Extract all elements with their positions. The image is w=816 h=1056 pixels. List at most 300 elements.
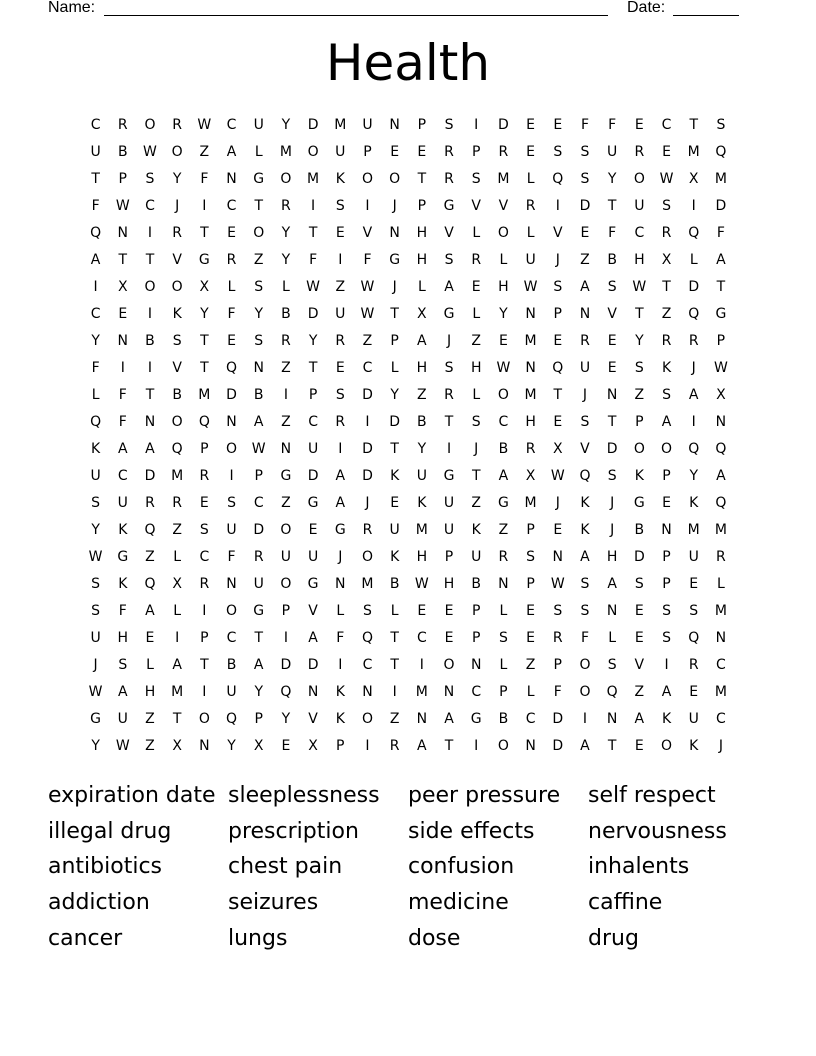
- grid-letter[interactable]: Y: [172, 171, 182, 187]
- grid-letter[interactable]: P: [281, 603, 291, 619]
- grid-letter[interactable]: V: [634, 657, 645, 673]
- grid-letter[interactable]: W: [197, 117, 212, 133]
- grid-letter[interactable]: Q: [144, 576, 156, 592]
- grid-letter[interactable]: A: [661, 414, 672, 430]
- grid-letter[interactable]: H: [117, 630, 129, 646]
- grid-letter[interactable]: E: [553, 333, 563, 349]
- grid-letter[interactable]: Z: [281, 360, 291, 376]
- grid-letter[interactable]: S: [172, 333, 182, 349]
- grid-letter[interactable]: E: [145, 630, 155, 646]
- grid-letter[interactable]: T: [172, 711, 182, 727]
- grid-letter[interactable]: R: [661, 333, 672, 349]
- grid-letter[interactable]: A: [335, 495, 346, 511]
- grid-letter[interactable]: R: [444, 171, 454, 187]
- grid-letter[interactable]: M: [171, 684, 184, 700]
- grid-letter[interactable]: E: [199, 495, 209, 511]
- grid-letter[interactable]: N: [525, 306, 536, 322]
- grid-letter[interactable]: W: [88, 549, 103, 565]
- grid-letter[interactable]: T: [308, 225, 318, 241]
- grid-letter[interactable]: S: [662, 630, 671, 646]
- grid-letter[interactable]: U: [335, 306, 346, 322]
- grid-letter[interactable]: C: [117, 468, 128, 484]
- grid-letter[interactable]: F: [200, 171, 209, 187]
- grid-letter[interactable]: Y: [390, 387, 399, 403]
- grid-letter[interactable]: Z: [580, 252, 590, 268]
- grid-letter[interactable]: G: [90, 711, 102, 727]
- grid-letter[interactable]: B: [498, 441, 509, 457]
- grid-letter[interactable]: R: [199, 576, 210, 592]
- grid-letter[interactable]: N: [389, 117, 400, 133]
- grid-letter[interactable]: M: [415, 684, 428, 700]
- grid-letter[interactable]: S: [335, 198, 345, 214]
- grid-letter[interactable]: U: [525, 252, 536, 268]
- grid-letter[interactable]: B: [226, 657, 237, 673]
- grid-letter[interactable]: S: [118, 657, 128, 673]
- grid-letter[interactable]: T: [254, 630, 263, 646]
- grid-letter[interactable]: P: [553, 306, 562, 322]
- grid-letter[interactable]: Y: [91, 738, 100, 754]
- grid-letter[interactable]: N: [552, 549, 564, 565]
- grid-letter[interactable]: O: [633, 441, 645, 457]
- grid-letter[interactable]: K: [390, 468, 400, 484]
- grid-letter[interactable]: O: [633, 171, 645, 187]
- grid-letter[interactable]: B: [471, 576, 482, 592]
- grid-letter[interactable]: Y: [635, 333, 644, 349]
- grid-letter[interactable]: S: [227, 495, 236, 511]
- grid-letter[interactable]: E: [444, 630, 454, 646]
- grid-letter[interactable]: R: [498, 144, 509, 160]
- grid-letter[interactable]: U: [607, 144, 618, 160]
- grid-letter[interactable]: S: [662, 387, 671, 403]
- grid-letter[interactable]: I: [120, 360, 125, 376]
- grid-letter[interactable]: E: [662, 144, 671, 160]
- grid-letter[interactable]: P: [200, 441, 209, 457]
- grid-letter[interactable]: Q: [552, 360, 564, 376]
- grid-letter[interactable]: L: [472, 225, 481, 241]
- grid-letter[interactable]: W: [115, 738, 130, 754]
- grid-letter[interactable]: H: [416, 360, 428, 376]
- grid-letter[interactable]: F: [580, 630, 589, 646]
- grid-letter[interactable]: E: [580, 225, 590, 241]
- grid-letter[interactable]: T: [553, 387, 563, 403]
- grid-letter[interactable]: A: [172, 657, 182, 673]
- grid-letter[interactable]: L: [254, 144, 263, 160]
- grid-letter[interactable]: S: [471, 171, 481, 187]
- grid-letter[interactable]: I: [691, 414, 696, 430]
- grid-letter[interactable]: J: [392, 279, 397, 295]
- grid-letter[interactable]: E: [526, 117, 536, 133]
- grid-letter[interactable]: D: [307, 306, 319, 322]
- grid-letter[interactable]: N: [443, 684, 455, 700]
- grid-letter[interactable]: E: [417, 144, 427, 160]
- grid-letter[interactable]: L: [499, 252, 508, 268]
- grid-letter[interactable]: E: [118, 306, 128, 322]
- grid-letter[interactable]: E: [634, 603, 644, 619]
- grid-letter[interactable]: P: [553, 657, 562, 673]
- grid-letter[interactable]: C: [716, 657, 726, 673]
- grid-letter[interactable]: T: [471, 468, 481, 484]
- grid-letter[interactable]: B: [607, 252, 617, 268]
- grid-letter[interactable]: S: [634, 576, 644, 592]
- grid-letter[interactable]: O: [497, 225, 509, 241]
- grid-letter[interactable]: H: [144, 684, 156, 700]
- grid-letter[interactable]: U: [688, 549, 699, 565]
- grid-letter[interactable]: T: [145, 387, 155, 403]
- grid-letter[interactable]: S: [335, 387, 345, 403]
- grid-letter[interactable]: Z: [145, 711, 155, 727]
- grid-letter[interactable]: Q: [688, 630, 700, 646]
- grid-letter[interactable]: A: [417, 333, 427, 349]
- grid-letter[interactable]: X: [172, 576, 182, 592]
- grid-letter[interactable]: Q: [552, 171, 564, 187]
- grid-letter[interactable]: I: [202, 198, 207, 214]
- grid-letter[interactable]: W: [251, 441, 266, 457]
- grid-letter[interactable]: M: [524, 387, 537, 403]
- grid-letter[interactable]: N: [389, 225, 400, 241]
- grid-letter[interactable]: U: [90, 468, 101, 484]
- grid-letter[interactable]: M: [524, 333, 537, 349]
- grid-letter[interactable]: F: [91, 360, 100, 376]
- grid-letter[interactable]: K: [335, 684, 345, 700]
- grid-letter[interactable]: I: [338, 252, 343, 268]
- grid-letter[interactable]: Z: [362, 333, 373, 349]
- grid-letter[interactable]: R: [362, 522, 373, 538]
- grid-letter[interactable]: E: [553, 414, 563, 430]
- grid-letter[interactable]: L: [91, 387, 100, 403]
- grid-letter[interactable]: P: [254, 468, 263, 484]
- grid-letter[interactable]: U: [416, 468, 427, 484]
- grid-letter[interactable]: F: [118, 387, 127, 403]
- grid-letter[interactable]: G: [633, 495, 645, 511]
- grid-letter[interactable]: I: [202, 603, 207, 619]
- grid-letter[interactable]: N: [470, 657, 482, 673]
- grid-letter[interactable]: F: [227, 549, 236, 565]
- grid-letter[interactable]: Y: [281, 252, 291, 268]
- grid-letter[interactable]: K: [91, 441, 101, 457]
- grid-letter[interactable]: D: [389, 414, 401, 430]
- grid-letter[interactable]: O: [361, 711, 373, 727]
- grid-letter[interactable]: E: [417, 603, 427, 619]
- grid-letter[interactable]: T: [662, 279, 671, 295]
- grid-letter[interactable]: U: [117, 711, 128, 727]
- grid-letter[interactable]: Z: [525, 657, 536, 673]
- grid-letter[interactable]: R: [281, 198, 291, 214]
- grid-letter[interactable]: G: [334, 522, 346, 538]
- grid-letter[interactable]: J: [365, 495, 370, 511]
- grid-letter[interactable]: U: [307, 549, 319, 565]
- grid-letter[interactable]: M: [171, 468, 184, 484]
- grid-letter[interactable]: E: [227, 333, 236, 349]
- grid-letter[interactable]: T: [689, 117, 698, 133]
- grid-letter[interactable]: Q: [226, 711, 238, 727]
- grid-letter[interactable]: A: [580, 279, 590, 295]
- grid-letter[interactable]: Q: [226, 360, 238, 376]
- grid-letter[interactable]: L: [390, 360, 399, 376]
- grid-letter[interactable]: D: [362, 441, 373, 457]
- grid-letter[interactable]: T: [390, 630, 399, 646]
- grid-letter[interactable]: L: [717, 576, 725, 592]
- grid-letter[interactable]: P: [254, 711, 263, 727]
- grid-letter[interactable]: P: [417, 117, 427, 133]
- grid-letter[interactable]: C: [362, 657, 373, 673]
- grid-letter[interactable]: J: [338, 549, 343, 565]
- grid-letter[interactable]: E: [335, 225, 345, 241]
- grid-letter[interactable]: M: [334, 117, 347, 133]
- grid-letter[interactable]: Y: [308, 333, 318, 349]
- grid-letter[interactable]: P: [444, 549, 454, 565]
- grid-letter[interactable]: R: [444, 387, 454, 403]
- grid-letter[interactable]: L: [336, 603, 345, 619]
- grid-letter[interactable]: F: [336, 630, 345, 646]
- grid-letter[interactable]: L: [282, 279, 290, 295]
- grid-letter[interactable]: I: [392, 684, 397, 700]
- grid-letter[interactable]: V: [471, 198, 481, 214]
- grid-letter[interactable]: W: [88, 684, 103, 700]
- grid-letter[interactable]: O: [198, 711, 210, 727]
- grid-letter[interactable]: I: [229, 468, 234, 484]
- grid-letter[interactable]: H: [470, 360, 482, 376]
- grid-letter[interactable]: D: [253, 522, 265, 538]
- grid-letter[interactable]: E: [553, 117, 563, 133]
- grid-letter[interactable]: L: [173, 549, 182, 565]
- grid-letter[interactable]: I: [311, 198, 316, 214]
- grid-letter[interactable]: M: [714, 522, 727, 538]
- grid-letter[interactable]: S: [444, 117, 454, 133]
- grid-letter[interactable]: S: [580, 171, 590, 187]
- grid-letter[interactable]: L: [526, 225, 535, 241]
- grid-letter[interactable]: P: [471, 603, 481, 619]
- grid-letter[interactable]: E: [335, 360, 345, 376]
- grid-letter[interactable]: G: [443, 198, 455, 214]
- grid-letter[interactable]: T: [118, 252, 128, 268]
- grid-letter[interactable]: O: [253, 225, 265, 241]
- grid-letter[interactable]: Y: [499, 306, 508, 322]
- grid-letter[interactable]: K: [172, 306, 182, 322]
- grid-letter[interactable]: N: [117, 333, 129, 349]
- grid-letter[interactable]: G: [389, 252, 401, 268]
- grid-letter[interactable]: B: [172, 387, 182, 403]
- grid-letter[interactable]: W: [659, 171, 674, 187]
- grid-letter[interactable]: R: [580, 333, 590, 349]
- grid-letter[interactable]: V: [172, 360, 182, 376]
- grid-letter[interactable]: R: [498, 549, 509, 565]
- grid-letter[interactable]: R: [525, 441, 536, 457]
- grid-letter[interactable]: Y: [254, 684, 263, 700]
- grid-letter[interactable]: K: [417, 495, 427, 511]
- grid-letter[interactable]: T: [200, 225, 209, 241]
- grid-letter[interactable]: X: [308, 738, 318, 754]
- grid-letter[interactable]: N: [280, 441, 292, 457]
- grid-letter[interactable]: W: [306, 279, 321, 295]
- grid-letter[interactable]: P: [662, 549, 671, 565]
- grid-letter[interactable]: S: [91, 603, 101, 619]
- grid-letter[interactable]: C: [308, 414, 318, 430]
- grid-letter[interactable]: D: [362, 387, 373, 403]
- grid-letter[interactable]: C: [525, 711, 536, 727]
- grid-letter[interactable]: O: [389, 171, 401, 187]
- grid-letter[interactable]: P: [363, 144, 372, 160]
- grid-letter[interactable]: Y: [689, 468, 698, 484]
- grid-letter[interactable]: O: [307, 144, 319, 160]
- grid-letter[interactable]: W: [713, 360, 728, 376]
- grid-letter[interactable]: A: [90, 252, 101, 268]
- grid-letter[interactable]: I: [338, 441, 343, 457]
- grid-letter[interactable]: P: [499, 684, 508, 700]
- grid-letter[interactable]: E: [634, 630, 644, 646]
- grid-letter[interactable]: U: [688, 711, 699, 727]
- grid-letter[interactable]: R: [281, 333, 291, 349]
- grid-letter[interactable]: M: [714, 684, 727, 700]
- grid-letter[interactable]: L: [526, 171, 535, 187]
- grid-letter[interactable]: S: [580, 414, 590, 430]
- grid-letter[interactable]: G: [280, 468, 292, 484]
- grid-letter[interactable]: X: [253, 738, 264, 754]
- grid-letter[interactable]: I: [582, 711, 588, 727]
- grid-letter[interactable]: H: [443, 576, 455, 592]
- grid-letter[interactable]: F: [608, 117, 617, 133]
- grid-letter[interactable]: R: [172, 117, 183, 133]
- grid-letter[interactable]: G: [307, 495, 319, 511]
- grid-letter[interactable]: C: [226, 198, 237, 214]
- grid-letter[interactable]: S: [553, 279, 563, 295]
- grid-letter[interactable]: E: [607, 360, 617, 376]
- grid-letter[interactable]: F: [608, 225, 617, 241]
- grid-letter[interactable]: P: [200, 630, 209, 646]
- grid-letter[interactable]: R: [471, 252, 482, 268]
- grid-letter[interactable]: A: [308, 630, 318, 646]
- grid-letter[interactable]: N: [606, 387, 618, 403]
- grid-letter[interactable]: C: [145, 198, 155, 214]
- grid-letter[interactable]: A: [145, 441, 155, 457]
- grid-letter[interactable]: O: [280, 576, 292, 592]
- grid-letter[interactable]: O: [226, 603, 238, 619]
- grid-letter[interactable]: G: [715, 306, 727, 322]
- grid-letter[interactable]: B: [634, 522, 645, 538]
- grid-letter[interactable]: L: [173, 603, 182, 619]
- grid-letter[interactable]: R: [661, 225, 672, 241]
- grid-letter[interactable]: A: [253, 414, 264, 430]
- grid-letter[interactable]: U: [226, 522, 237, 538]
- grid-letter[interactable]: D: [307, 117, 319, 133]
- grid-letter[interactable]: Q: [90, 414, 102, 430]
- grid-letter[interactable]: S: [580, 144, 590, 160]
- grid-letter[interactable]: M: [415, 522, 428, 538]
- grid-letter[interactable]: J: [582, 387, 588, 403]
- grid-letter[interactable]: S: [254, 279, 264, 295]
- grid-letter[interactable]: G: [470, 711, 482, 727]
- grid-letter[interactable]: X: [661, 252, 672, 268]
- grid-letter[interactable]: A: [444, 711, 454, 727]
- grid-letter[interactable]: A: [634, 711, 645, 727]
- grid-letter[interactable]: N: [253, 360, 264, 376]
- grid-letter[interactable]: Y: [281, 225, 291, 241]
- grid-letter[interactable]: H: [525, 414, 536, 430]
- grid-letter[interactable]: D: [307, 468, 319, 484]
- grid-letter[interactable]: J: [555, 252, 560, 268]
- grid-letter[interactable]: Z: [199, 144, 210, 160]
- grid-letter[interactable]: Y: [281, 117, 291, 133]
- grid-letter[interactable]: U: [471, 549, 482, 565]
- grid-letter[interactable]: Q: [688, 441, 700, 457]
- grid-letter[interactable]: U: [362, 117, 373, 133]
- grid-letter[interactable]: M: [687, 522, 700, 538]
- grid-letter[interactable]: N: [199, 738, 210, 754]
- grid-letter[interactable]: U: [443, 495, 455, 511]
- grid-letter[interactable]: Q: [715, 144, 727, 160]
- grid-letter[interactable]: L: [472, 387, 481, 403]
- grid-letter[interactable]: H: [416, 225, 428, 241]
- grid-letter[interactable]: B: [281, 306, 291, 322]
- grid-letter[interactable]: N: [606, 711, 618, 727]
- grid-letter[interactable]: I: [365, 738, 370, 754]
- grid-letter[interactable]: V: [308, 603, 318, 619]
- grid-letter[interactable]: W: [360, 306, 375, 322]
- grid-letter[interactable]: J: [610, 495, 615, 511]
- grid-letter[interactable]: I: [202, 684, 207, 700]
- grid-letter[interactable]: Z: [281, 414, 291, 430]
- grid-letter[interactable]: I: [338, 657, 343, 673]
- grid-letter[interactable]: M: [524, 495, 537, 511]
- grid-letter[interactable]: J: [691, 360, 696, 376]
- grid-letter[interactable]: L: [472, 306, 481, 322]
- grid-letter[interactable]: L: [146, 657, 154, 673]
- grid-letter[interactable]: T: [91, 171, 100, 187]
- grid-letter[interactable]: R: [335, 414, 346, 430]
- grid-letter[interactable]: C: [634, 225, 645, 241]
- grid-letter[interactable]: V: [498, 198, 509, 214]
- grid-letter[interactable]: E: [390, 144, 400, 160]
- grid-letter[interactable]: Z: [661, 306, 672, 322]
- grid-letter[interactable]: C: [226, 117, 237, 133]
- grid-letter[interactable]: S: [254, 333, 264, 349]
- grid-letter[interactable]: S: [662, 198, 671, 214]
- grid-letter[interactable]: C: [253, 495, 264, 511]
- grid-letter[interactable]: P: [308, 387, 318, 403]
- grid-letter[interactable]: R: [552, 630, 563, 646]
- grid-letter[interactable]: S: [91, 495, 101, 511]
- grid-letter[interactable]: H: [606, 549, 618, 565]
- grid-letter[interactable]: Z: [253, 252, 264, 268]
- grid-letter[interactable]: A: [716, 468, 726, 484]
- grid-letter[interactable]: X: [417, 306, 427, 322]
- grid-letter[interactable]: S: [498, 630, 508, 646]
- grid-letter[interactable]: F: [118, 603, 127, 619]
- grid-letter[interactable]: K: [661, 711, 672, 727]
- grid-letter[interactable]: B: [389, 576, 400, 592]
- grid-letter[interactable]: N: [661, 522, 672, 538]
- grid-letter[interactable]: A: [661, 684, 672, 700]
- grid-letter[interactable]: V: [552, 225, 563, 241]
- grid-letter[interactable]: I: [175, 630, 180, 646]
- grid-letter[interactable]: Q: [171, 441, 183, 457]
- grid-letter[interactable]: I: [93, 279, 98, 295]
- grid-letter[interactable]: I: [147, 306, 153, 322]
- grid-letter[interactable]: T: [254, 198, 263, 214]
- grid-letter[interactable]: K: [390, 549, 400, 565]
- grid-letter[interactable]: O: [579, 684, 591, 700]
- grid-letter[interactable]: S: [662, 603, 671, 619]
- grid-letter[interactable]: Z: [172, 522, 182, 538]
- grid-letter[interactable]: Z: [145, 738, 155, 754]
- grid-letter[interactable]: O: [497, 387, 509, 403]
- grid-letter[interactable]: S: [580, 603, 590, 619]
- grid-letter[interactable]: R: [716, 549, 726, 565]
- grid-letter[interactable]: C: [716, 711, 726, 727]
- grid-letter[interactable]: K: [335, 171, 345, 187]
- grid-letter[interactable]: X: [117, 279, 128, 295]
- grid-letter[interactable]: P: [471, 630, 481, 646]
- grid-letter[interactable]: D: [307, 657, 319, 673]
